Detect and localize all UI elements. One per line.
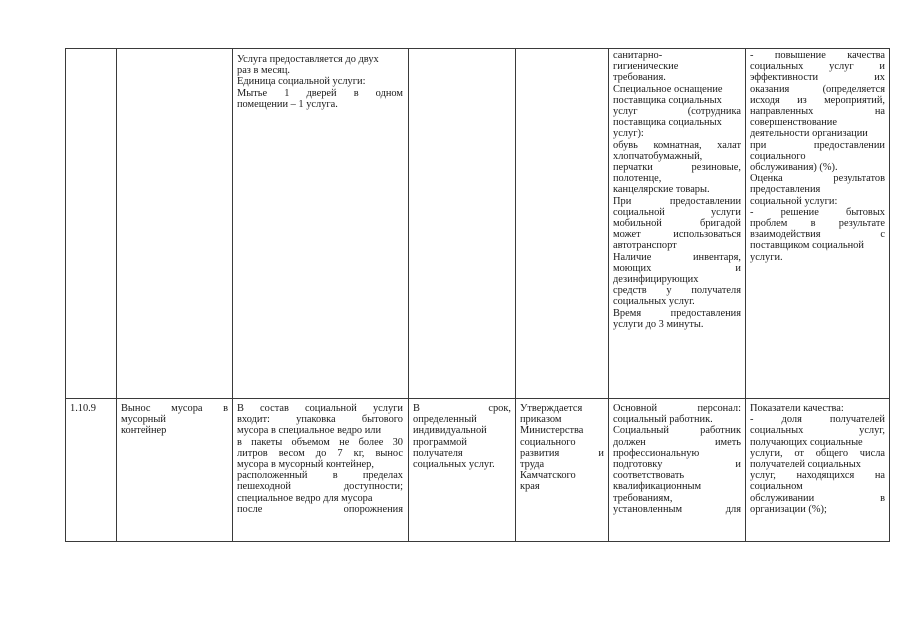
text-line: Камчатского (520, 470, 576, 482)
text-line: раз в месяц. (237, 65, 291, 77)
text-line: Вынос мусора в (121, 403, 228, 414)
text-line: гигиенические (613, 61, 679, 73)
text-line: социальных услуг. (413, 459, 495, 471)
text-line: контейнер (121, 425, 167, 437)
row-divider (65, 398, 890, 399)
text-line: социальной услуги: (750, 195, 838, 207)
text-line: социальной услуги (613, 206, 741, 218)
column-border (116, 48, 117, 542)
text-line: услуги. (750, 251, 783, 263)
service-term-cell (413, 403, 511, 470)
service-description-cell (237, 403, 403, 515)
text-line: требования. (613, 72, 666, 84)
text-line: моющих и (613, 262, 741, 274)
text-line: мусора в мусорный контейнер, (237, 459, 374, 471)
text-line: развития и (520, 447, 604, 459)
text-line: поставщика социальных (613, 117, 722, 129)
text-line: определенный (413, 414, 477, 426)
text-line: Показатели качества: (750, 403, 844, 414)
text-line: литров весом до 7 кг, вынос (237, 447, 403, 459)
text-line: профессиональную (613, 447, 700, 459)
text-line: получателей социальных (750, 459, 861, 471)
text-line: обслуживания) (%). (750, 162, 838, 174)
text-line: Утверждается (520, 403, 583, 414)
text-line: услуги, от общего числа (750, 447, 885, 459)
text-line: хлопчатобумажный, (613, 150, 703, 162)
text-line: в пакеты объемом не более 30 (237, 436, 403, 448)
text-line: после опорожнения (237, 503, 403, 515)
column-border (232, 48, 233, 542)
text-line: услуги до 3 минуты. (613, 318, 704, 330)
text-line: установленным для (613, 503, 741, 515)
text-line: средств у получателя (613, 285, 741, 297)
text-line: оказания (определяется (750, 83, 885, 95)
text-line: обслуживании в (750, 492, 885, 504)
text-line: услуг (сотрудника (613, 106, 741, 118)
text-line: деятельности организации (750, 128, 868, 140)
column-border (745, 48, 746, 542)
text-line: дезинфицирующих (613, 274, 699, 286)
text-line: социального (520, 436, 576, 448)
text-line: санитарно- (613, 50, 663, 61)
text-line: Наличие инвентаря, (613, 251, 741, 263)
service-tariff-cell (520, 403, 604, 493)
text-line: может использоваться (613, 229, 741, 241)
text-line: при предоставлении (750, 139, 885, 151)
text-line: социальном (750, 481, 803, 493)
upper-indicators-cell (750, 50, 885, 263)
text-line: квалификационным (613, 481, 702, 493)
text-line: проблем в результате (750, 218, 885, 230)
text-line: края (520, 481, 540, 493)
text-line: индивидуальной (413, 425, 487, 437)
text-line: социальных услуг и (750, 61, 885, 73)
text-line: мусора в специальное ведро или (237, 425, 382, 437)
text-line: труда (520, 459, 545, 471)
text-line: получателя (413, 447, 463, 459)
text-line: должен иметь (613, 436, 741, 448)
text-line: совершенствование (750, 117, 837, 129)
text-line: социальных услуг. (613, 296, 695, 308)
text-line: Единица социальной услуги: (237, 76, 366, 88)
text-line: услуг): (613, 128, 644, 140)
text-line: исходя из мероприятий, (750, 94, 885, 106)
text-line: Услуга предоставляется до двух (237, 54, 379, 65)
text-line: получающих социальные (750, 436, 863, 448)
text-line: полотенце, (613, 173, 662, 185)
text-line: Время предоставления (613, 307, 741, 319)
upper-conditions-cell (613, 50, 741, 330)
row-number-cell (70, 403, 114, 414)
text-line: перчатки резиновые, (613, 162, 741, 174)
text-line: поставщиком социальной (750, 240, 864, 252)
text-line: предоставления (750, 184, 821, 196)
text-line: социальный работник. (613, 414, 713, 426)
table-bottom-border (65, 541, 890, 542)
text-line: Социальный работник (613, 425, 741, 437)
text-line: Специальное оснащение (613, 83, 723, 95)
service-name-cell (121, 403, 228, 437)
text-line: Мытье 1 дверей в одном (237, 87, 403, 99)
service-indicators-cell (750, 403, 885, 515)
text-line: При предоставлении (613, 195, 741, 207)
column-border (65, 48, 66, 542)
text-line: социального (750, 150, 806, 162)
text-line: - повышение качества (750, 50, 885, 61)
text-line: помещении – 1 услуга. (237, 98, 338, 110)
text-line: социальных услуг, (750, 425, 885, 437)
text-line: автотранспорт (613, 240, 677, 252)
text-line: соответствовать (613, 470, 685, 482)
text-line: пешеходной доступности; (237, 481, 403, 493)
column-border (608, 48, 609, 542)
text-line: поставщика социальных (613, 94, 722, 106)
text-line: Оценка результатов (750, 173, 885, 185)
text-line: мобильной бригадой (613, 218, 741, 230)
text-line: - доля получателей (750, 414, 885, 426)
column-border (408, 48, 409, 542)
text-line: требованиям, (613, 492, 673, 504)
text-line: организации (%); (750, 503, 827, 515)
service-conditions-cell (613, 403, 741, 515)
row-number: 1.10.9 (70, 403, 96, 414)
text-line: программой (413, 436, 467, 448)
text-line: расположенный в пределах (237, 470, 403, 482)
text-line: специальное ведро для мусора (237, 492, 373, 504)
text-line: приказом (520, 414, 562, 426)
text-line: эффективности их (750, 72, 885, 84)
text-line: направленных на (750, 106, 885, 118)
text-line: мусорный (121, 414, 166, 426)
text-line: В состав социальной услуги (237, 403, 403, 414)
text-line: взаимодействия с (750, 229, 885, 241)
text-line: Основной персонал: (613, 403, 741, 414)
table-top-border (65, 48, 890, 49)
upper-description-cell (237, 54, 403, 110)
text-line: обувь комнатная, халат (613, 139, 741, 151)
text-line: В срок, (413, 403, 511, 414)
text-line: входит: упаковка бытового (237, 414, 403, 426)
text-line: Министерства (520, 425, 584, 437)
text-line: подготовку и (613, 459, 741, 471)
text-line: канцелярские товары. (613, 184, 710, 196)
text-line: - решение бытовых (750, 206, 885, 218)
text-line: услуг, находящихся на (750, 470, 885, 482)
column-border (889, 48, 890, 542)
column-border (515, 48, 516, 542)
